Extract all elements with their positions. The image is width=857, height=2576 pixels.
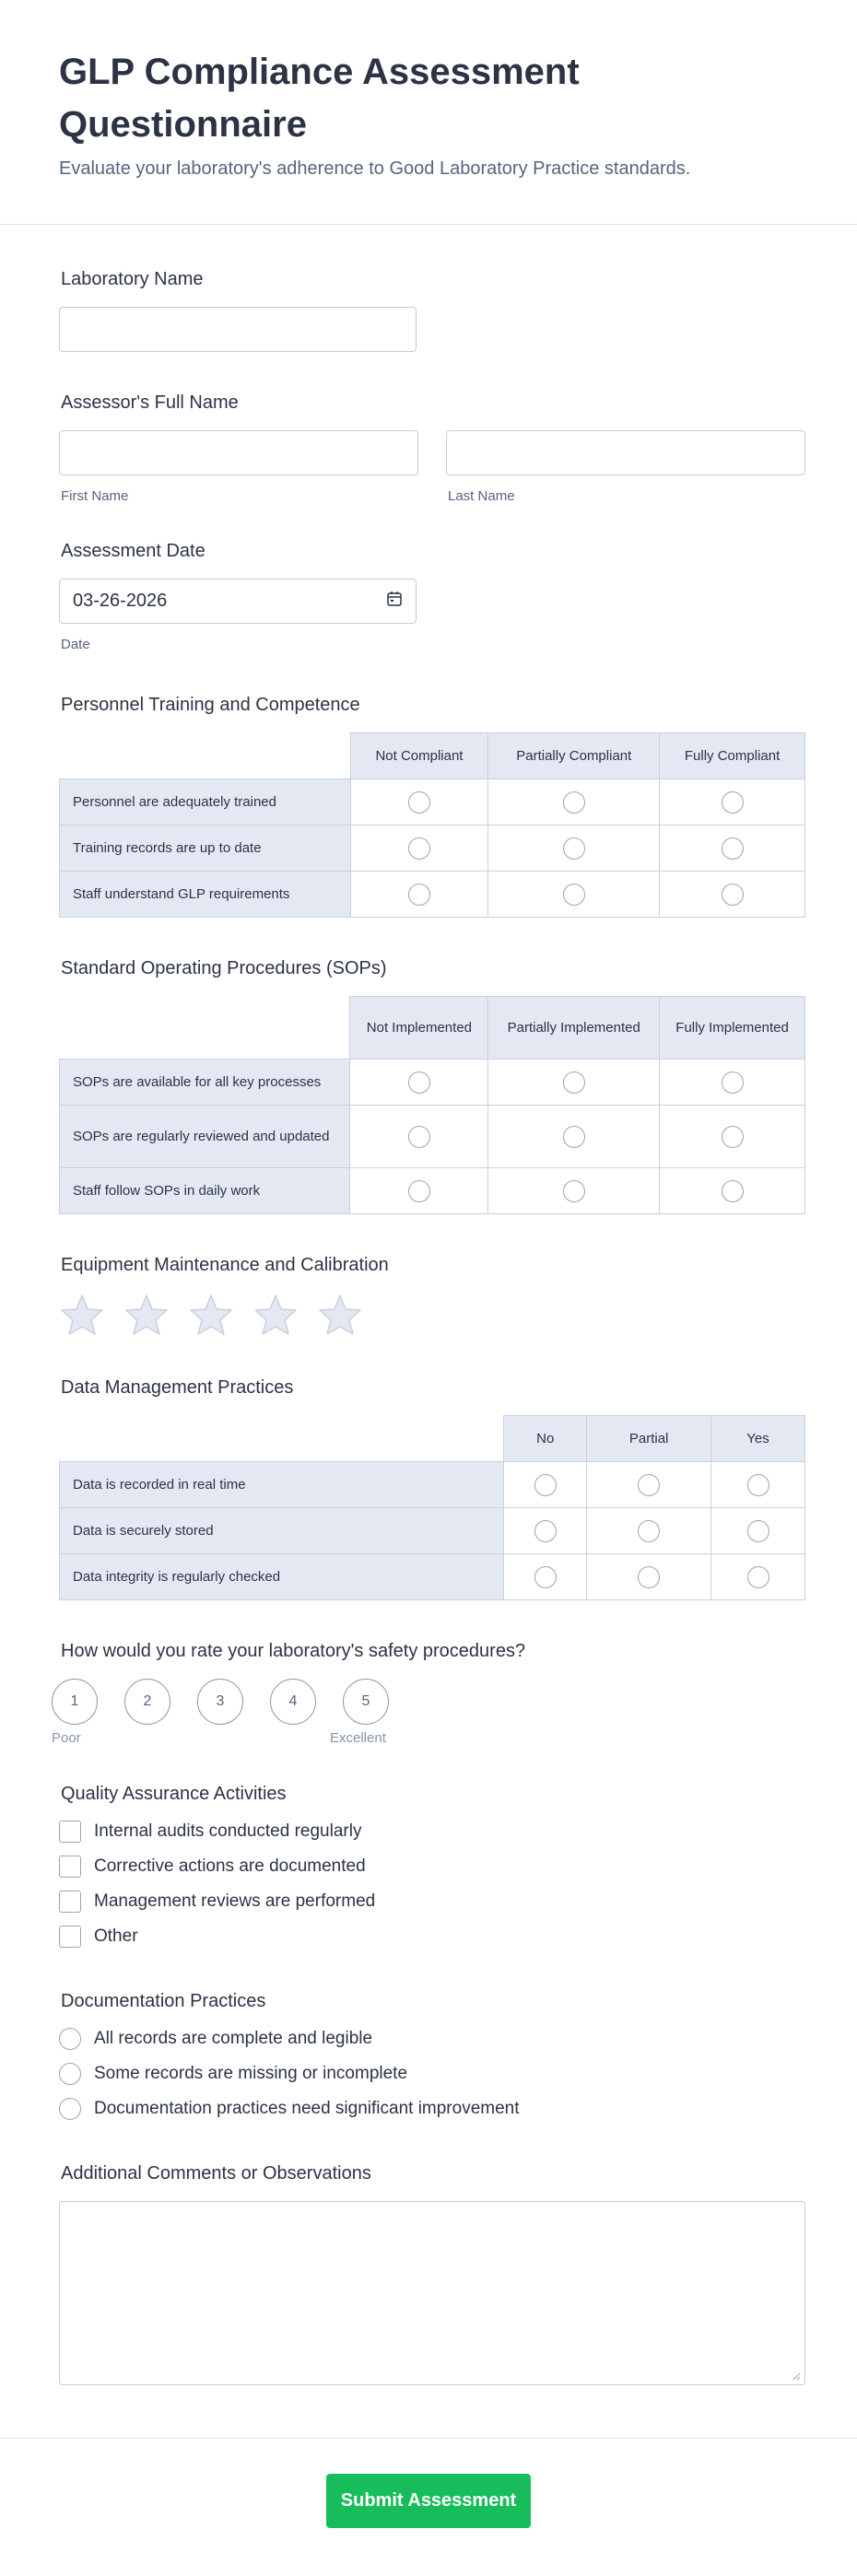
documentation-label: Documentation Practices	[61, 1991, 266, 2011]
matrix-radio[interactable]	[563, 837, 585, 860]
form-title: GLP Compliance Assessment Questionnaire	[59, 52, 580, 145]
matrix-row	[60, 1106, 805, 1168]
comments-field	[59, 2163, 805, 2385]
matrix-radio[interactable]	[722, 1071, 744, 1094]
matrix-radio[interactable]	[408, 791, 430, 814]
personnel-label: Personnel Training and Competence	[61, 695, 360, 715]
matrix-row	[60, 825, 805, 872]
checkbox[interactable]	[59, 1891, 81, 1913]
checkbox-option[interactable]: Management reviews are performed	[59, 1884, 805, 1919]
matrix-radio[interactable]	[747, 1474, 769, 1496]
equipment-label: Equipment Maintenance and Calibration	[61, 1255, 389, 1275]
radio-option[interactable]: All records are complete and legible	[59, 2021, 805, 2056]
matrix-radio[interactable]	[408, 1126, 430, 1148]
matrix-radio[interactable]	[563, 1071, 585, 1094]
equipment-field	[59, 1255, 805, 1337]
safety-label: How would you rate your laboratory's safety procedures?	[61, 1641, 526, 1661]
matrix-radio[interactable]	[534, 1566, 557, 1588]
scale-option[interactable]: 2	[124, 1679, 170, 1725]
matrix-column-header: Partial	[587, 1416, 711, 1462]
scale-option[interactable]: 3	[197, 1679, 243, 1725]
data-mgmt-label: Data Management Practices	[61, 1377, 294, 1398]
matrix-radio[interactable]	[638, 1474, 660, 1496]
radio-button[interactable]	[59, 2098, 81, 2120]
checkbox-option[interactable]: Other	[59, 1919, 805, 1954]
last-name-input[interactable]	[446, 430, 805, 475]
qa-label: Quality Assurance Activities	[61, 1784, 287, 1804]
matrix-radio[interactable]	[408, 1180, 430, 1202]
matrix-row-label: Data integrity is regularly checked	[60, 1554, 504, 1600]
resize-grip-icon[interactable]	[792, 2371, 801, 2381]
matrix-row-label: Staff follow SOPs in daily work	[60, 1168, 350, 1214]
radio-option[interactable]: Documentation practices need significant improvement	[59, 2091, 805, 2126]
matrix-column-header: Partially Compliant	[488, 733, 660, 779]
matrix-radio[interactable]	[638, 1520, 660, 1542]
star-icon[interactable]	[59, 1293, 105, 1337]
matrix-radio[interactable]	[722, 837, 744, 860]
personnel-matrix	[59, 732, 805, 918]
comments-textarea[interactable]	[59, 2201, 805, 2385]
matrix-row-label: Personnel are adequately trained	[60, 779, 351, 825]
matrix-radio[interactable]	[563, 884, 585, 906]
matrix-row	[60, 779, 805, 825]
matrix-row-label: Staff understand GLP requirements	[60, 872, 351, 918]
personnel-field	[59, 695, 805, 918]
submit-button[interactable]: Submit Assessment	[326, 2474, 531, 2528]
matrix-column-header: Not Compliant	[350, 733, 488, 779]
checkbox[interactable]	[59, 1821, 81, 1843]
radio-button[interactable]	[59, 2063, 81, 2085]
lab-name-input[interactable]	[59, 307, 417, 352]
last-name-sublabel: Last Name	[448, 488, 515, 504]
matrix-radio[interactable]	[747, 1566, 769, 1588]
scale-option[interactable]: 5	[343, 1679, 389, 1725]
matrix-row	[60, 1508, 805, 1554]
date-value: 03-26-2026	[73, 591, 168, 611]
matrix-column-header: Partially Implemented	[488, 997, 660, 1060]
comments-label: Additional Comments or Observations	[61, 2163, 371, 2184]
matrix-radio[interactable]	[408, 1071, 430, 1094]
matrix-radio[interactable]	[722, 1126, 744, 1148]
matrix-radio[interactable]	[563, 791, 585, 814]
scale-low-label: Poor	[52, 1730, 81, 1746]
date-sublabel: Date	[61, 637, 90, 652]
matrix-radio[interactable]	[408, 837, 430, 860]
matrix-column-header: Yes	[711, 1416, 805, 1462]
matrix-radio[interactable]	[722, 791, 744, 814]
assessor-label: Assessor's Full Name	[61, 392, 239, 413]
form-footer	[0, 2438, 857, 2528]
matrix-radio[interactable]	[408, 884, 430, 906]
sops-field	[59, 958, 805, 1214]
matrix-radio[interactable]	[722, 1180, 744, 1202]
matrix-row	[60, 1168, 805, 1214]
scale-option[interactable]: 1	[52, 1679, 98, 1725]
first-name-input[interactable]	[59, 430, 418, 475]
matrix-row	[60, 872, 805, 918]
scale-option[interactable]: 4	[270, 1679, 316, 1725]
lab-name-field	[59, 269, 805, 352]
scale-rating	[52, 1679, 805, 1725]
radio-option[interactable]: Some records are missing or incomplete	[59, 2056, 805, 2091]
checkbox-option[interactable]: Internal audits conducted regularly	[59, 1814, 805, 1849]
form-subtitle: Evaluate your laboratory's adherence to Good Laboratory Practice standards.	[59, 158, 691, 179]
checkbox[interactable]	[59, 1856, 81, 1878]
safety-field	[52, 1641, 805, 1752]
form-header	[0, 0, 857, 225]
matrix-radio[interactable]	[722, 884, 744, 906]
matrix-row	[60, 1060, 805, 1106]
data-mgmt-field	[59, 1377, 805, 1600]
matrix-radio[interactable]	[563, 1126, 585, 1148]
matrix-column-header: Fully Implemented	[660, 997, 805, 1060]
matrix-row	[60, 1554, 805, 1600]
matrix-radio[interactable]	[747, 1520, 769, 1542]
matrix-row-label: Data is securely stored	[60, 1508, 504, 1554]
assessor-field	[59, 392, 805, 504]
matrix-radio[interactable]	[638, 1566, 660, 1588]
star-icon[interactable]	[188, 1293, 234, 1337]
radio-button[interactable]	[59, 2028, 81, 2050]
star-rating	[59, 1293, 805, 1337]
matrix-row-label: SOPs are available for all key processes	[60, 1060, 350, 1106]
form-body	[0, 269, 857, 2385]
scale-high-label: Excellent	[330, 1730, 386, 1746]
qa-field	[59, 1784, 805, 1954]
matrix-radio[interactable]	[563, 1180, 585, 1202]
matrix-radio[interactable]	[534, 1474, 557, 1496]
star-icon[interactable]	[317, 1293, 363, 1337]
star-icon[interactable]	[123, 1293, 170, 1337]
sops-label: Standard Operating Procedures (SOPs)	[61, 958, 387, 978]
matrix-column-header: Not Implemented	[350, 997, 488, 1060]
calendar-icon[interactable]	[386, 591, 403, 613]
first-name-sublabel: First Name	[61, 488, 129, 504]
date-field	[59, 541, 805, 652]
checkbox[interactable]	[59, 1926, 81, 1948]
matrix-radio[interactable]	[534, 1520, 557, 1542]
checkbox-option[interactable]: Corrective actions are documented	[59, 1849, 805, 1884]
lab-name-label: Laboratory Name	[61, 269, 204, 289]
date-label: Assessment Date	[61, 541, 205, 561]
matrix-column-header: Fully Compliant	[660, 733, 805, 779]
star-icon[interactable]	[252, 1293, 299, 1337]
matrix-row-label: SOPs are regularly reviewed and updated	[60, 1106, 350, 1168]
documentation-field	[59, 1991, 805, 2126]
sops-matrix	[59, 996, 805, 1214]
data-mgmt-matrix	[59, 1415, 805, 1600]
matrix-row	[60, 1462, 805, 1508]
date-input[interactable]	[59, 579, 417, 624]
matrix-column-header: No	[504, 1416, 587, 1462]
matrix-row-label: Training records are up to date	[60, 825, 351, 872]
matrix-row-label: Data is recorded in real time	[60, 1462, 504, 1508]
